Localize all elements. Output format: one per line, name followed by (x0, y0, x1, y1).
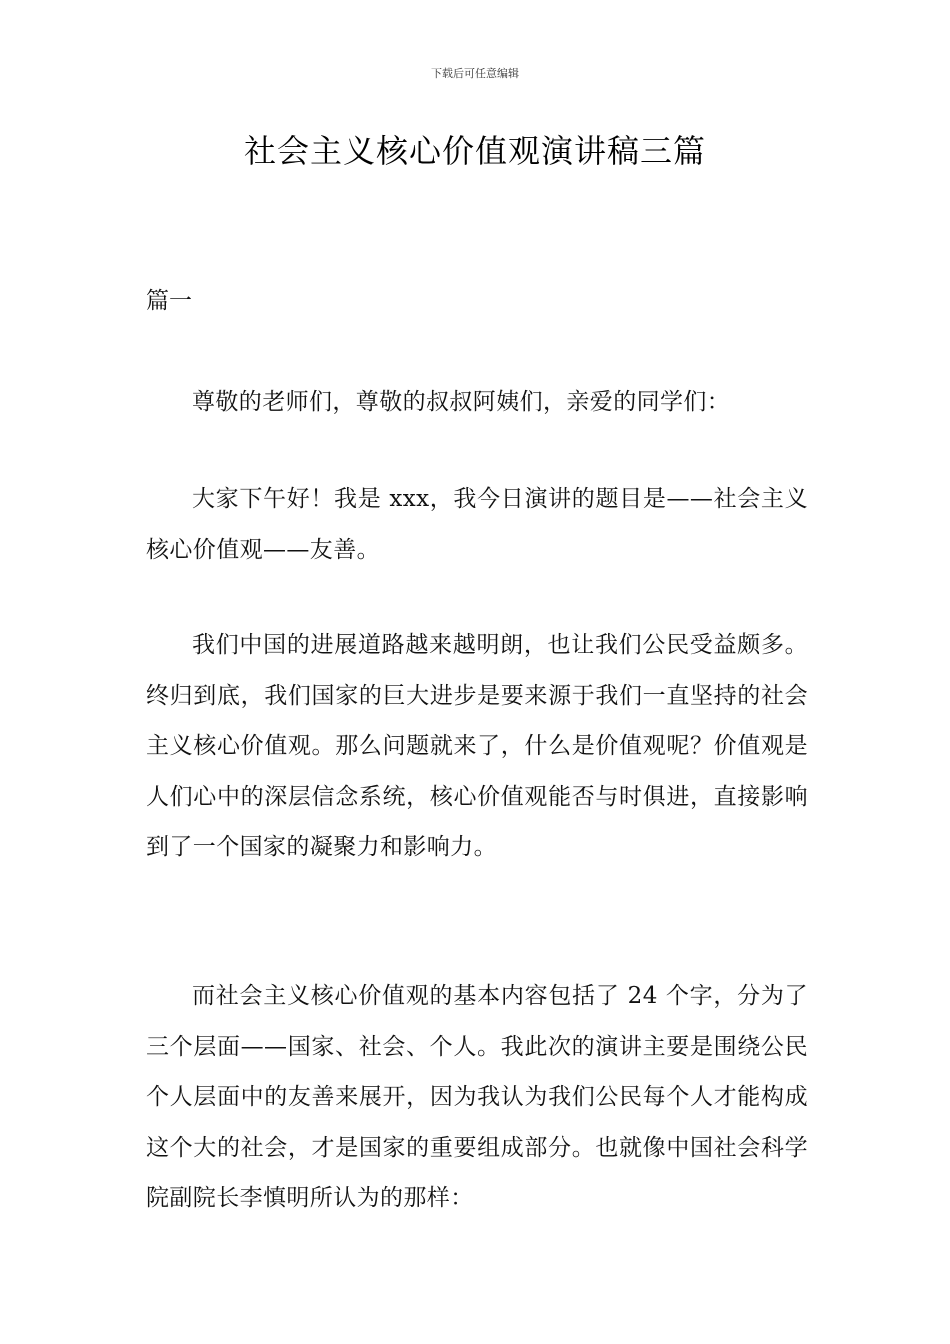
greeting-paragraph: 尊敬的老师们，尊敬的叔叔阿姨们，亲爱的同学们： (192, 389, 731, 415)
paragraph-development: 我们中国的进展道路越来越明朗，也让我们公民受益颇多。终归到底，我们国家的巨大进步是要来源于我们一直坚持的社会主义核心价值观。那么问题就来了，什么是价值观呢？价值观是人们心中的深层信念系统，核心价值观能否与时俱进，直接影响到了一个国家的凝聚力和影响力。 (146, 632, 808, 860)
document-title: 社会主义核心价值观演讲稿三篇 (243, 132, 706, 170)
document-body (146, 0, 808, 1344)
section-label: 篇一 (146, 288, 192, 314)
paragraph-core-values: 而社会主义核心价值观的基本内容包括了 24 个字，分为了三个层面——国家、社会、个人。我此次的演讲主要是围绕公民个人层面中的友善来展开，因为我认为我们公民每个人才能构成这个大的社会，才是国家的重要组成部分。也就像中国社会科学院副院长李慎明所认为的那样： (146, 983, 808, 1211)
paragraph-intro: 大家下午好！我是 xxx，我今日演讲的题目是——社会主义核心价值观——友善。 (146, 486, 808, 563)
header-note: 下载后可任意编辑 (431, 67, 519, 80)
